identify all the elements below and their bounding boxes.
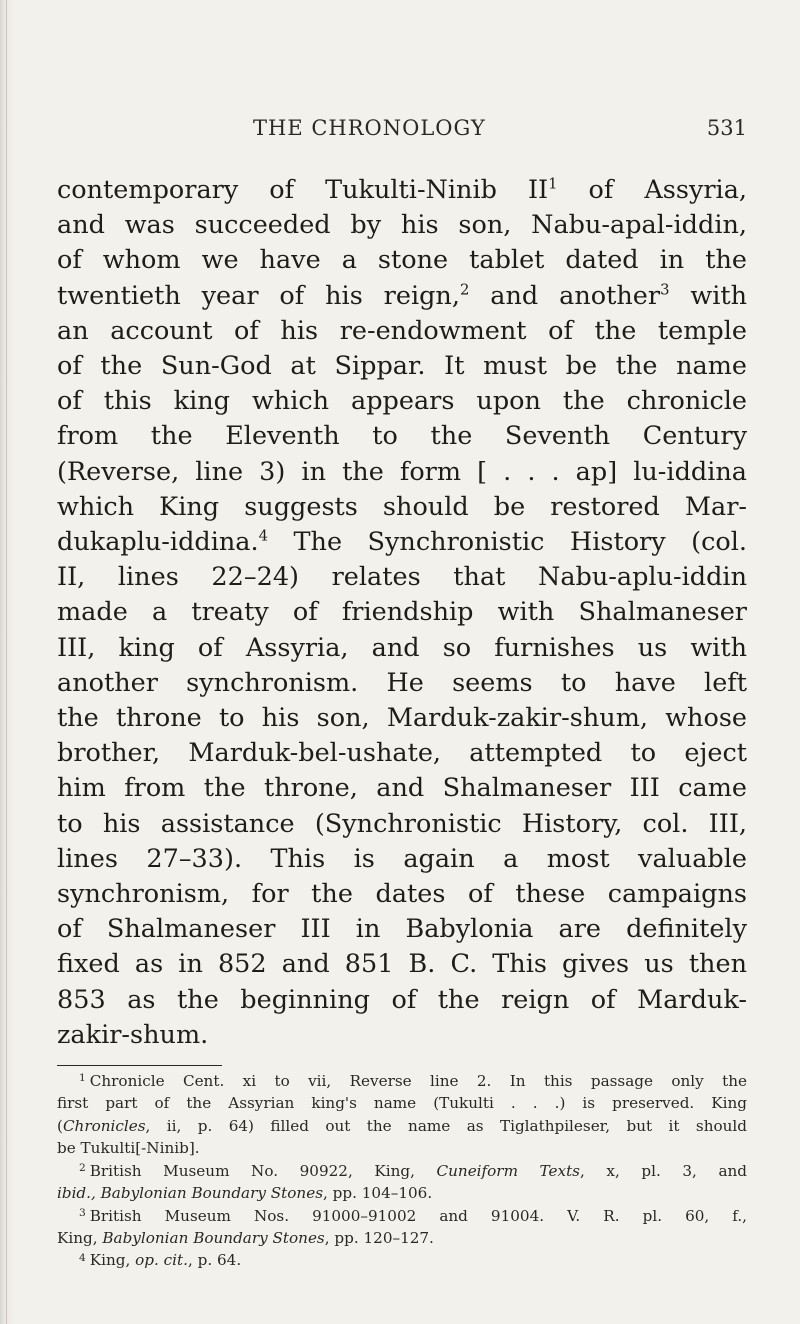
text-line: lines 27–33). This is again a most valuable — [57, 843, 747, 874]
footnote-line: first part of the Assyrian king's name (Tukulti . . .) is preserved. King — [57, 1094, 747, 1113]
footnote-2: $^2$ British Museum No. 90922, King, Cuneiform Texts, x, pl. 3, and — [79, 1160, 748, 1180]
text-line: which King suggests should be restored Mar- — [57, 491, 747, 522]
text-line: twentieth year of his reign,$^2$ and another$^3$ with — [57, 280, 748, 311]
text-line: another synchronism. He seems to have left — [57, 667, 747, 698]
footnote-line: ibid., Babylonian Boundary Stones, pp. 104–106. — [57, 1184, 433, 1203]
text-line: of Shalmaneser III in Babylonia are definitely — [57, 914, 747, 945]
footnote-ref[interactable]: 1 — [548, 175, 558, 193]
text-line: III, king of Assyria, and so furnishes us with — [57, 632, 747, 663]
text-line: zakir-shum. — [57, 1019, 209, 1050]
footnote-ref[interactable]: 2 — [459, 281, 470, 298]
footnote-number: 2 — [79, 1160, 86, 1174]
text-line: brother, Marduk-bel-ushate, attempted to eject — [57, 738, 747, 769]
book-page — [57, 108, 747, 1272]
footnote-line: (Chronicles, ii, p. 64) filled out the name as Tiglathpileser, but it should — [57, 1116, 747, 1135]
running-title: THE CHRONOLOGY — [253, 116, 486, 140]
text-line: contemporary of Tukulti-Ninib $II^1$ of Assyria, — [57, 175, 748, 205]
footnote-ref[interactable]: 3 — [660, 281, 670, 298]
text-line: fixed as in 852 and 851 B. C. This gives us then — [57, 949, 747, 980]
footnote-divider — [57, 1065, 222, 1066]
text-line: of the Sun-God at Sippar. It must be the name — [57, 351, 747, 382]
text-line: of this king which appears upon the chronicle — [57, 386, 747, 417]
text-line: the throne to his son, Marduk-zakir-shum, whose — [57, 703, 747, 734]
text-line: from the Eleventh to the Seventh Century — [57, 421, 747, 452]
footnote-ref[interactable]: 4 — [258, 527, 269, 545]
text-line: of whom we have a stone tablet dated in the — [57, 245, 747, 276]
text-line: II, lines 22–24) relates that Nabu-aplu-iddin — [57, 562, 747, 593]
body-paragraph — [57, 173, 747, 1053]
text-line: synchronism, for the dates of these campaigns — [57, 879, 747, 910]
text-line: an account of his re-endowment of the temple — [57, 315, 747, 346]
text-line: him from the throne, and Shalmaneser III came — [57, 773, 747, 804]
text-line: 853 as the beginning of the reign of Marduk- — [57, 984, 747, 1015]
page-binding-edge — [0, 0, 14, 1324]
text-line: (Reverse, line 3) in the form [ . . . ap] lu-iddina — [57, 456, 747, 487]
footnote-1: $^1$ Chronicle Cent. xi to vii, Reverse line 2. In this passage only the — [79, 1071, 747, 1091]
running-head — [57, 108, 747, 148]
footnote-line: King, Babylonian Boundary Stones, pp. 120–127. — [57, 1228, 434, 1247]
text-line: and was succeeded by his son, Nabu-apal-iddin, — [57, 210, 747, 241]
footnote-3: $^3$ British Museum Nos. 91000–91002 and 91004. V. R. pl. 60, f., — [79, 1205, 747, 1225]
text-line: made a treaty of friendship with Shalmaneser — [57, 597, 747, 628]
binding-shadow-line — [6, 0, 7, 1324]
text-line: to his assistance (Synchronistic History, col. III, — [57, 808, 747, 839]
footnote-line: be Tukulti[-Ninib]. — [57, 1139, 200, 1158]
page-number: 531 — [706, 116, 747, 140]
text-line: dukaplu-iddina.$^4$ The Synchronistic History (col. — [57, 527, 747, 558]
footnote-number: 1 — [79, 1071, 86, 1085]
footnote-number: 4 — [79, 1250, 86, 1264]
footnote-4: $^4$ King, op. cit., p. 64. — [79, 1250, 242, 1270]
footnotes — [57, 1070, 747, 1272]
footnote-number: 3 — [79, 1205, 86, 1219]
